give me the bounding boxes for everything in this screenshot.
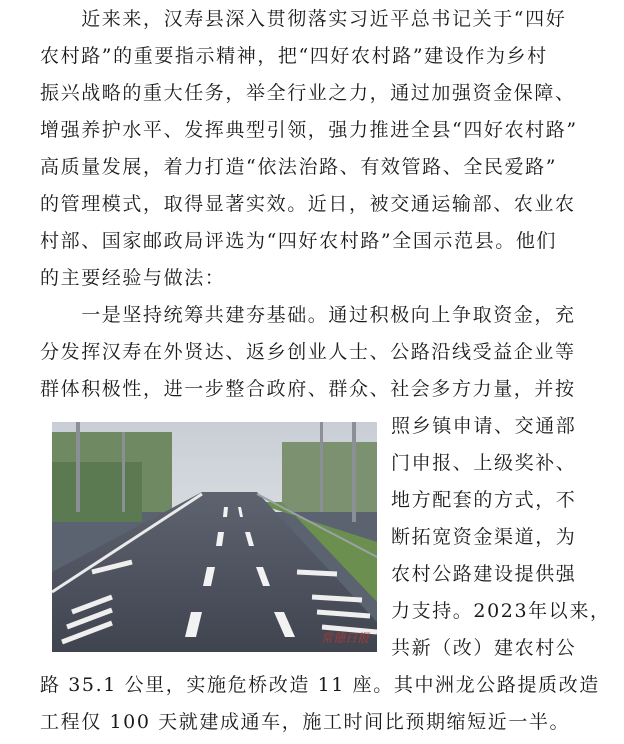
text-line: 分发挥汉寿在外贤达、返乡创业人士、公路沿线受益企业等 (40, 341, 576, 363)
text-line: 地方配套的方式，不 (391, 489, 577, 511)
text-line: 断拓宽资金渠道，为 (391, 526, 577, 548)
text-line: 力支持。2023年以来， (391, 600, 611, 622)
text-line: 增强养护水平、发挥典型引领，强力推进全县“四好农村路” (40, 119, 578, 141)
watermark: 常德日报 (320, 631, 369, 645)
text-line: 近来来，汉寿县深入贯彻落实习近平总书记关于“四好 (40, 8, 567, 30)
text-line: 振兴战略的重大任务，举全行业之力，通过加强资金保障、 (40, 82, 576, 104)
text-line: 农村路”的重要指示精神，把“四好农村路”建设作为乡村 (40, 45, 548, 67)
text-line: 路 35.1 公里，实施危桥改造 11 座。其中洲龙公路提质改造 (40, 674, 600, 696)
text-line: 高质量发展，着力打造“依法治路、有效管路、全民爱路” (40, 156, 558, 178)
road-photo (52, 422, 377, 652)
text-line: 农村公路建设提供强 (391, 563, 577, 585)
text-line: 村部、国家邮政局评选为“四好农村路”全国示范县。他们 (40, 230, 558, 252)
text-line: 一是坚持统筹共建夯基础。通过积极向上争取资金，充 (40, 304, 576, 326)
text-line: 工程仅 100 天就建成通车，施工时间比预期缩短近一半。 (40, 711, 571, 733)
text-line: 照乡镇申请、交通部 (391, 415, 577, 437)
text-line: 的管理模式，取得显著实效。近日，被交通运输部、农业农 (40, 193, 576, 215)
text-line: 的主要经验与做法： (40, 267, 226, 289)
text-line: 共新（改）建农村公 (391, 637, 577, 659)
road-illustration (52, 422, 377, 652)
text-line: 群体积极性，进一步整合政府、群众、社会多方力量，并按 (40, 378, 576, 400)
text-line: 门申报、上级奖补、 (391, 452, 577, 474)
